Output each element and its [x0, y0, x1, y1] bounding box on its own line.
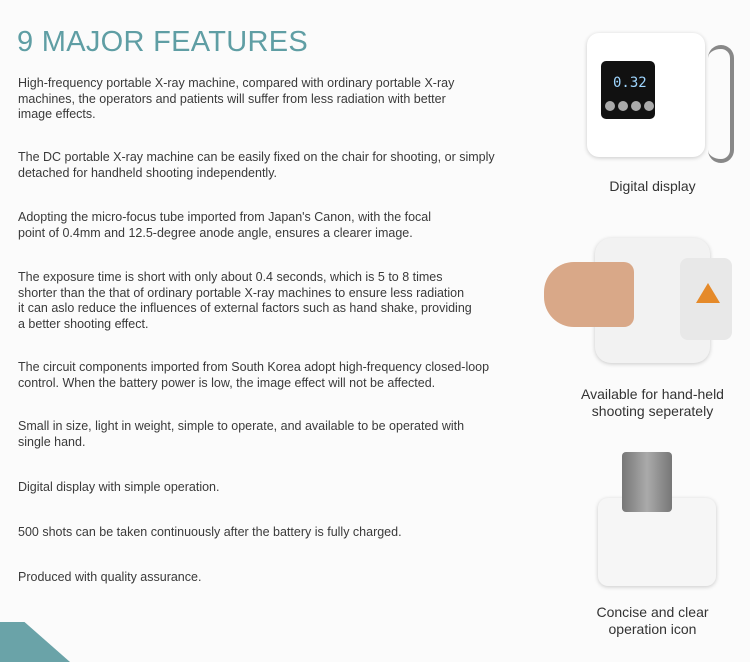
feature-7: Digital display with simple operation. — [18, 480, 220, 494]
caption-operation-icon: Concise and clear operation icon — [596, 604, 709, 637]
feature-5: The circuit components imported from South Korea adopt high-frequency closed-loop control. When the battery power is low, the image effect will not be affected. — [18, 360, 490, 390]
xray-tube — [622, 452, 672, 512]
caption-handheld: Available for hand-held shooting seperately — [581, 386, 724, 419]
feature-3: Adopting the micro-focus tube imported from Japan's Canon, with the focal point of 0.4mm and 12.5-degree anode angle, ensures a clearer image. — [18, 210, 432, 240]
feature-9: Produced with quality assurance. — [18, 570, 202, 584]
feature-1: High-frequency portable X-ray machine, compared with ordinary portable X-ray machines, the operators and patients will suffer from less radiation with better image effects. — [18, 76, 455, 121]
device-screen — [601, 61, 655, 119]
feature-4: The exposure time is short with only about 0.4 seconds, which is 5 to 8 times shorter than the that of ordinary portable X-ray machines to ensure less radiation it can aslo reduce the influences of external factors such as hand shake, providing a better shooting effect. — [18, 270, 472, 331]
xray-device-front — [587, 33, 705, 157]
strap — [708, 45, 734, 163]
radiation-warning-icon — [696, 283, 720, 303]
display-value: 0.32 — [613, 75, 647, 91]
feature-2: The DC portable X-ray machine can be easily fixed on the chair for shooting, or simply detached for handheld shooting independently. — [18, 150, 495, 180]
caption-digital-display: Digital display — [609, 178, 696, 194]
corner-decoration — [0, 622, 70, 662]
page-title: 9 MAJOR FEATURES — [17, 26, 309, 58]
feature-8: 500 shots can be taken continuously after the battery is fully charged. — [18, 525, 402, 539]
feature-6: Small in size, light in weight, simple to operate, and available to be operated with single hand. — [18, 419, 465, 449]
hand — [544, 262, 634, 327]
